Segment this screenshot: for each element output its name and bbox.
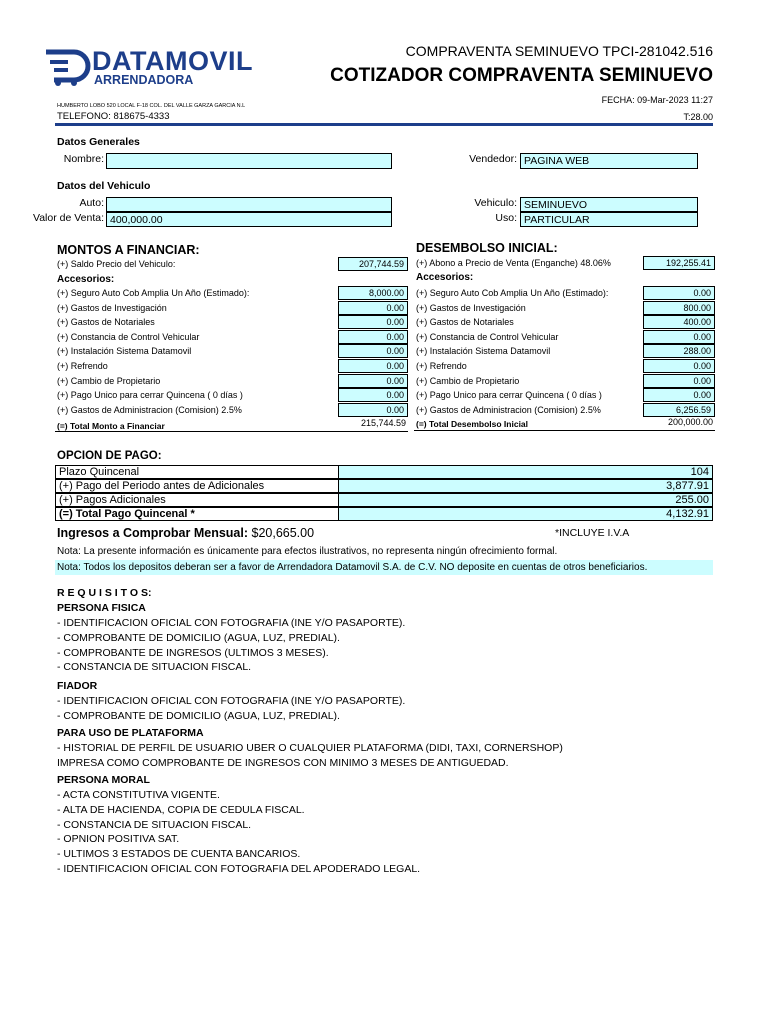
pago-title: OPCION DE PAGO:: [57, 450, 162, 462]
pago-row: [55, 465, 713, 479]
saldo-value: 207,744.59: [338, 257, 408, 271]
financiar-row-value: 0.00: [338, 359, 408, 373]
uso-field[interactable]: PARTICULAR: [520, 212, 698, 227]
financiar-title: MONTOS A FINANCIAR:: [57, 243, 200, 257]
uso-label: Uso:: [495, 212, 517, 224]
valor-venta-field[interactable]: 400,000.00: [106, 212, 392, 227]
auto-label: Auto:: [79, 197, 104, 209]
desembolso-row-value: 800.00: [643, 301, 715, 315]
pago-row-value: 255.00: [339, 493, 713, 507]
document-code: COMPRAVENTA SEMINUEVO TPCI-281042.516: [405, 43, 713, 59]
section-datos-generales: Datos Generales: [57, 136, 140, 148]
nombre-label: Nombre:: [63, 153, 104, 165]
ingresos-label: Ingresos a Comprobar Mensual:: [57, 526, 249, 540]
persona-fisica-title: PERSONA FISICA: [57, 602, 146, 614]
financiar-row-label: (+) Instalación Sistema Datamovil: [57, 346, 192, 357]
financiar-row-label: (+) Gastos de Administracion (Comision) 2.5%: [57, 404, 242, 415]
valor-venta-label: Valor de Venta:: [32, 212, 104, 224]
requisito-item: - COMPROBANTE DE INGRESOS (ULTIMOS 3 MESES).: [57, 646, 329, 659]
persona-moral-title: PERSONA MORAL: [57, 774, 150, 786]
desembolso-row-label: (+) Constancia de Control Vehicular: [416, 331, 559, 342]
financiar-row-value: 0.00: [338, 403, 408, 417]
financiar-row-value: 0.00: [338, 330, 408, 344]
desembolso-row-label: (+) Gastos de Investigación: [416, 302, 526, 313]
desembolso-title: DESEMBOLSO INICIAL:: [416, 241, 558, 255]
iva-note: *INCLUYE I.V.A: [555, 527, 630, 539]
desembolso-row-label: (+) Instalación Sistema Datamovil: [416, 346, 551, 357]
logo-name: DATAMOVIL: [92, 46, 253, 76]
document-title: COTIZADOR COMPRAVENTA SEMINUEVO: [330, 65, 713, 86]
saldo-label: (+) Saldo Precio del Vehiculo:: [57, 259, 176, 269]
desembolso-accesorios: Accesorios:: [416, 272, 474, 283]
pago-row: [55, 479, 713, 493]
pago-row-label: Plazo Quincenal: [55, 465, 339, 479]
requisito-item: - ACTA CONSTITUTIVA VIGENTE.: [57, 789, 220, 801]
desembolso-row-label: (+) Gastos de Notariales: [416, 317, 514, 328]
desembolso-total-value: 200,000.00: [667, 417, 713, 427]
financiar-row-label: (+) Gastos de Notariales: [57, 317, 155, 328]
ingresos-value: $20,665.00: [251, 526, 315, 540]
financiar-accesorios: Accesorios:: [57, 274, 115, 285]
pago-row-label: (+) Pagos Adicionales: [55, 493, 339, 507]
nota-ilustrativa: Nota: La presente información es únicamente para efectos ilustrativos, no representa ningún ofrecimiento formal.: [57, 546, 558, 557]
desembolso-row-label: (+) Gastos de Administracion (Comision) 2.5%: [416, 404, 601, 415]
exchange-rate: T:28.00: [683, 112, 713, 122]
financiar-total-underline: [55, 431, 408, 432]
desembolso-row-value: 6,256.59: [643, 403, 715, 417]
desembolso-row-value: 0.00: [643, 330, 715, 344]
logo-subtitle: ARRENDADORA: [94, 73, 194, 87]
pago-row: [55, 493, 713, 507]
pago-row-value: 4,132.91: [339, 507, 713, 521]
desembolso-row-label: (+) Seguro Auto Cob Amplia Un Año (Estimado):: [416, 288, 609, 298]
desembolso-total-underline: [414, 430, 715, 431]
pago-row-value: 104: [339, 465, 713, 479]
desembolso-row-label: (+) Pago Unico para cerrar Quincena ( 0 días ): [416, 390, 602, 401]
desembolso-row-value: 0.00: [643, 388, 715, 402]
financiar-row-label: (+) Gastos de Investigación: [57, 302, 167, 313]
requisito-item: - COMPROBANTE DE DOMICILIO (AGUA, LUZ, PREDIAL).: [57, 631, 340, 644]
requisito-item: - IDENTIFICACION OFICIAL CON FOTOGRAFIA (INE Y/O PASAPORTE).: [57, 617, 406, 629]
pago-row: [55, 507, 713, 521]
plataforma-title: PARA USO DE PLATAFORMA: [57, 727, 204, 739]
pago-row-label: (+) Pago del Periodo antes de Adicionales: [55, 479, 339, 493]
vehiculo-field[interactable]: SEMINUEVO: [520, 197, 698, 212]
requisito-item: - CONSTANCIA DE SITUACION FISCAL.: [57, 661, 252, 674]
requisitos-title: R E Q U I S I T O S:: [57, 587, 152, 599]
desembolso-total-label: (=) Total Desembolso Inicial: [416, 419, 529, 429]
financiar-row-value: 8,000.00: [338, 286, 408, 300]
financiar-row-value: 0.00: [338, 374, 408, 388]
desembolso-row-value: 400.00: [643, 315, 715, 329]
cart-logo-icon: [44, 48, 92, 86]
company-phone: TELEFONO: 818675-4333: [57, 111, 170, 122]
financiar-row-label: (+) Seguro Auto Cob Amplia Un Año (Estimado):: [57, 288, 250, 298]
requisito-item: IMPRESA COMO COMPROBANTE DE INGRESOS CON MINIMO 3 MESES DE ANTIGUEDAD.: [57, 756, 509, 769]
company-address: HUMBERTO LOBO 520 LOCAL F-18 COL. DEL VALLE GARZA GARCIA N.L: [57, 103, 246, 109]
financiar-row-label: (+) Constancia de Control Vehicular: [57, 331, 200, 342]
vehiculo-label: Vehiculo:: [474, 197, 517, 209]
auto-field[interactable]: [106, 197, 392, 212]
ingresos-line: [57, 526, 314, 540]
financiar-row-label: (+) Pago Unico para cerrar Quincena ( 0 días ): [57, 390, 243, 401]
company-logo: [44, 46, 264, 90]
financiar-row-label: (+) Refrendo: [57, 361, 108, 371]
pago-row-value: 3,877.91: [339, 479, 713, 493]
quote-date: FECHA: 09-Mar-2023 11:27: [601, 95, 713, 105]
vendedor-field[interactable]: PAGINA WEB: [520, 153, 698, 169]
desembolso-row-value: 0.00: [643, 359, 715, 373]
requisito-item: - ALTA DE HACIENDA, COPIA DE CEDULA FISCAL.: [57, 803, 305, 816]
vendedor-label: Vendedor:: [469, 153, 517, 165]
desembolso-row-value: 0.00: [643, 374, 715, 388]
financiar-row-value: 0.00: [338, 315, 408, 329]
financiar-row-value: 0.00: [338, 301, 408, 315]
financiar-total-label: (=) Total Monto a Financiar: [57, 421, 165, 431]
financiar-row-value: 0.00: [338, 388, 408, 402]
desembolso-row-value: 288.00: [643, 344, 715, 358]
requisito-item: - COMPROBANTE DE DOMICILIO (AGUA, LUZ, PREDIAL).: [57, 709, 340, 722]
desembolso-row-value: 0.00: [643, 286, 715, 300]
financiar-row-label: (+) Cambio de Propietario: [57, 375, 161, 386]
abono-value: 192,255.41: [643, 256, 715, 270]
requisito-item: - CONSTANCIA DE SITUACION FISCAL.: [57, 818, 252, 831]
requisito-item: - OPNION POSITIVA SAT.: [57, 833, 180, 846]
desembolso-row-label: (+) Cambio de Propietario: [416, 375, 520, 386]
requisito-item: - IDENTIFICACION OFICIAL CON FOTOGRAFIA (INE Y/O PASAPORTE).: [57, 695, 406, 707]
financiar-row-value: 0.00: [338, 344, 408, 358]
pago-row-label: (=) Total Pago Quincenal *: [55, 507, 339, 521]
abono-label: (+) Abono a Precio de Venta (Enganche) 48.06%: [416, 258, 611, 268]
requisito-item: - ULTIMOS 3 ESTADOS DE CUENTA BANCARIOS.: [57, 848, 301, 861]
desembolso-row-label: (+) Refrendo: [416, 361, 467, 371]
nombre-field[interactable]: [106, 153, 392, 169]
requisito-item: - IDENTIFICACION OFICIAL CON FOTOGRAFIA DEL APODERADO LEGAL.: [57, 863, 421, 875]
nota-depositos: Nota: Todos los depositos deberan ser a favor de Arrendadora Datamovil S.A. de C.V. NO deposite en cuentas de otros beneficiarios.: [55, 560, 713, 575]
section-datos-vehiculo: Datos del Vehiculo: [57, 180, 151, 192]
requisito-item: - HISTORIAL DE PERFIL DE USUARIO UBER O CUALQUIER PLATAFORMA (DIDI, TAXI, CORNERSHOP): [57, 742, 563, 754]
financiar-total-value: 215,744.59: [360, 418, 406, 428]
header-divider: [55, 123, 713, 126]
fiador-title: FIADOR: [57, 680, 98, 692]
